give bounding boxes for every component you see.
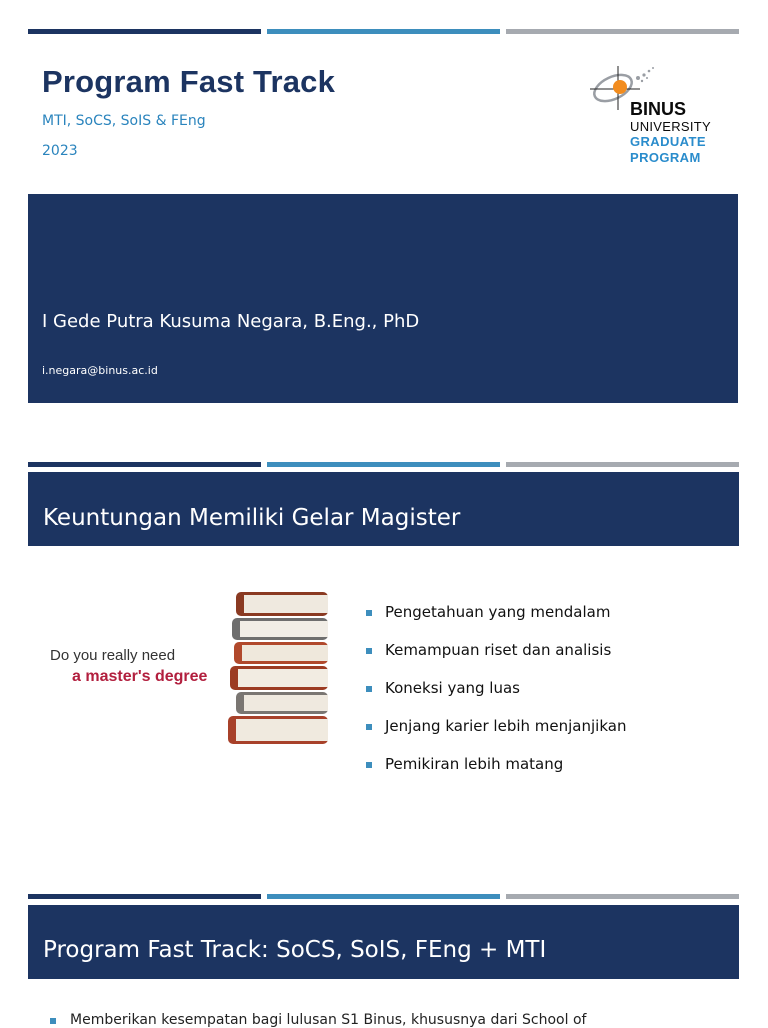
header-stripe-navy [28,29,261,34]
list-item [366,641,626,679]
section-title: Program Fast Track: SoCS, SoIS, FEng + MTI [43,937,547,963]
list-item-text: Kemampuan riset dan analisis [385,641,612,659]
bullet-square-icon [366,724,372,730]
bullet-square-icon [366,610,372,616]
slide-title: Program Fast Track [42,64,336,99]
header-stripe-gray [506,462,739,467]
logo-program: PROGRAM [630,150,701,165]
author-name: I Gede Putra Kusuma Negara, B.Eng., PhD [42,311,420,332]
list-item-text: Jenjang karier lebih menjanjikan [385,717,627,735]
header-stripe-navy [28,462,261,467]
list-item [50,1012,586,1028]
list-item [366,717,626,755]
list-item [366,755,626,793]
logo-graduate: GRADUATE [630,134,706,149]
section-header [28,905,739,979]
binus-logo [580,54,730,178]
header-stripe-gray [506,894,739,899]
logo-brand: BINUS [630,99,687,119]
section-header [28,472,739,546]
image-caption-line2: a master's degree [72,668,208,685]
header-stripe-blue [267,462,500,467]
header-stripe-navy [28,894,261,899]
list-item-text: Pemikiran lebih matang [385,755,564,773]
list-item-text: Pengetahuan yang mendalam [385,603,611,621]
bullet-square-icon [366,762,372,768]
author-panel [28,194,738,403]
list-item [366,603,626,641]
logo-university: UNIVERSITY [630,119,712,134]
header-stripe-blue [267,894,500,899]
list-item-text: Koneksi yang luas [385,679,520,697]
slide-subtitle: MTI, SoCS, SoIS & FEng [42,113,206,129]
list-item-text: Memberikan kesempatan bagi lulusan S1 Binus, khususnya dari School of [70,1012,587,1028]
header-stripe-gray [506,29,739,34]
header-stripe-blue [267,29,500,34]
bullet-square-icon [366,686,372,692]
image-caption-line1: Do you really need [50,647,176,664]
bullet-square-icon [50,1018,56,1024]
section-title: Keuntungan Memiliki Gelar Magister [43,505,461,531]
benefits-list [366,603,626,793]
bullet-square-icon [366,648,372,654]
slide-year: 2023 [42,143,78,159]
author-email: i.negara@binus.ac.id [42,364,158,377]
list-item [366,679,626,717]
